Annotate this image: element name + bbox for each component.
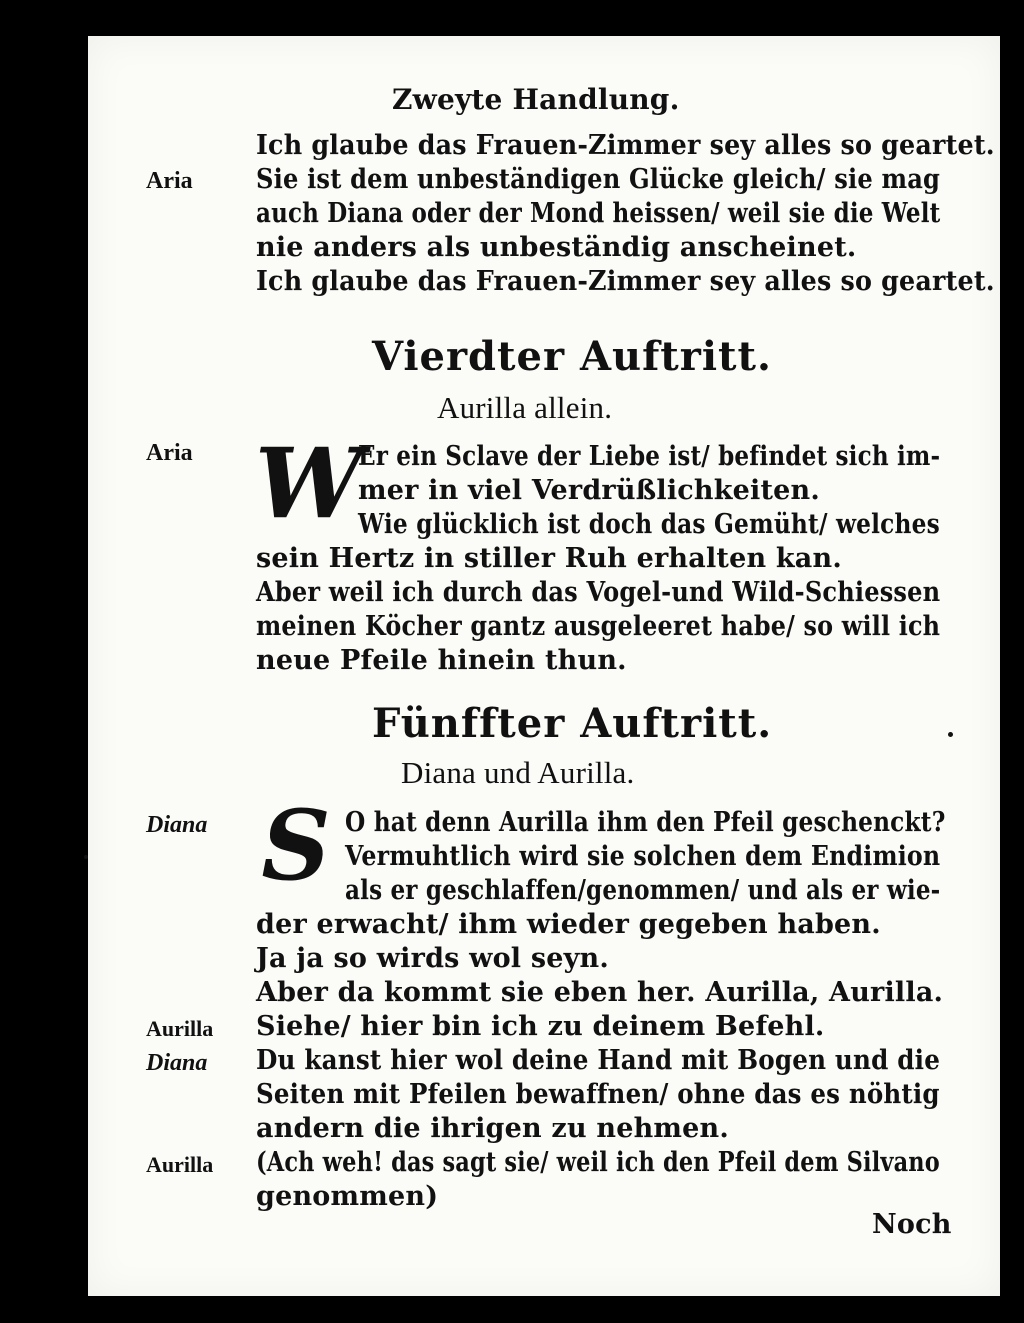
speaker-label: Aria [146,168,193,194]
text-line: genommen) [256,1181,439,1212]
text-line: Er ein Sclave der Liebe ist/ befindet sich im- [358,441,941,472]
scene-heading: Fünffter Auftritt. [372,700,773,747]
text-line: Seiten mit Pfeilen bewaffnen/ ohne das es nöhtig [256,1079,940,1110]
scene-heading: Vierdter Auftritt. [372,333,772,380]
ink-speck [948,732,953,737]
speaker-label: Aria [146,440,193,466]
text-line: Wie glücklich ist doch das Gemüht/ welches [358,509,940,540]
drop-cap-initial: S [255,800,337,892]
text-line: Ja ja so wirds wol seyn. [256,943,609,974]
speaker-label: Aurilla [146,1016,214,1041]
text-line: Du kanst hier wol deine Hand mit Bogen und die [256,1045,941,1076]
text-line: nie anders als unbeständig anscheinet. [256,232,857,263]
text-line: Ich glaube das Frauen-Zimmer sey alles so geartet. [256,266,995,297]
text-line: Aber weil ich durch das Vogel-und Wild-Schiessen [256,577,941,608]
running-header: Zweyte Handlung. [392,83,680,116]
text-line: neue Pfeile hinein thun. [256,645,627,676]
speaker-label: Diana [146,812,208,838]
catchword: Noch [872,1209,952,1240]
text-line: sein Hertz in stiller Ruh erhalten kan. [256,543,842,574]
text-line: meinen Köcher gantz ausgeleeret habe/ so will ich [256,611,941,642]
drop-cap-initial: W [255,427,363,540]
text-line: Ich glaube das Frauen-Zimmer sey alles so geartet. [256,130,995,161]
speaker-label: Aurilla [146,1152,214,1177]
speaker-label: Diana [146,1050,208,1076]
scene-persons: Aurilla allein. [437,390,613,425]
text-line: mer in viel Verdrüßlichkeiten. [358,475,820,506]
ink-speck [84,855,88,859]
text-line: andern die ihrigen zu nehmen. [256,1113,729,1144]
text-line: als er geschlaffen/genommen/ und als er wie- [345,875,941,906]
text-line: der erwacht/ ihm wieder gegeben haben. [256,909,881,940]
text-line: Vermuhtlich wird sie solchen dem Endimion [345,841,941,872]
text-line: Siehe/ hier bin ich zu deinem Befehl. [256,1011,825,1042]
scene-persons: Diana und Aurilla. [401,755,635,790]
text-line: O hat denn Aurilla ihm den Pfeil geschenckt? [345,807,946,838]
text-line: Sie ist dem unbeständigen Glücke gleich/ sie mag [256,164,941,195]
text-line: (Ach weh! das sagt sie/ weil ich den Pfeil dem Silvano [256,1147,940,1178]
text-line: Aber da kommt sie eben her. Aurilla, Aurilla. [256,977,944,1008]
text-line: auch Diana oder der Mond heissen/ weil sie die Welt [256,198,941,229]
